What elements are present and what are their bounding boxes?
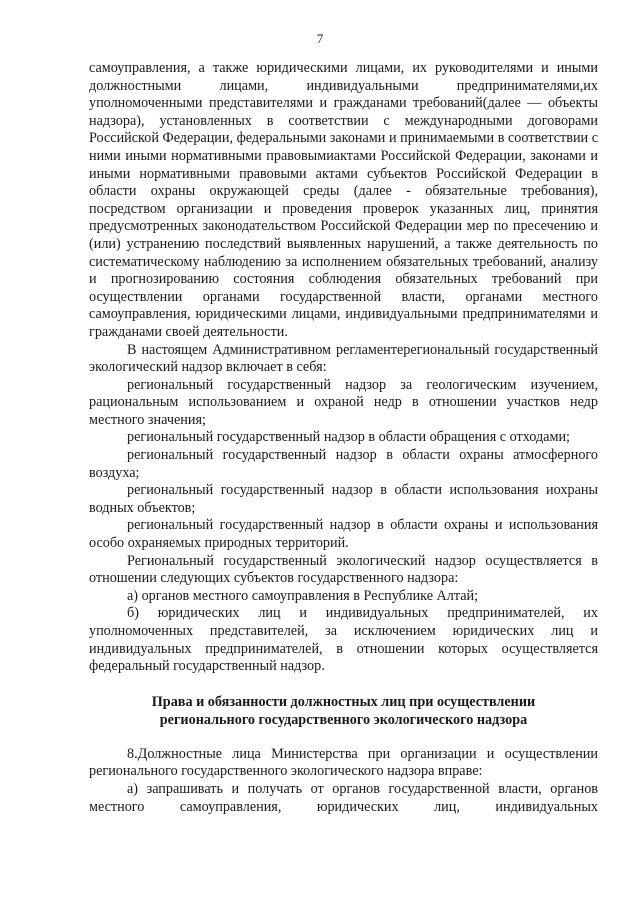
subject-item-a: а) органов местного самоуправления в Республике Алтай; [127,587,479,604]
section-heading-line-1: Права и обязанности должностных лиц при осуществлении [151,693,536,710]
list-item-subsoil: региональный государственный надзор за геологическим изучением, рациональным использованием и охраной недр в отношении участков недр местного значения; [89,376,598,428]
paragraph-includes: В настоящем Административном регламентерегиональный государственный экологический надзор включает в себя: [89,341,598,376]
spacer [89,729,598,746]
paragraph-rights-intro: 8.Должностные лица Министерства при организации и осуществлении регионального государственного экологического надзора вправе: [89,745,598,780]
list-item-air: региональный государственный надзор в области охраны атмосферного воздуха; [89,447,598,481]
paragraph-right-a: а) запрашивать и получать от органов государственной власти, органов местного самоуправления, юридических лиц, индивидуальных [89,780,598,815]
list-item-territories: региональный государственный надзор в области охраны и использования особо охраняемых природных территорий. [89,517,598,552]
spacer [89,676,598,693]
page-number: 7 [316,31,324,46]
list-item-water: региональный государственный надзор в области использования иохраны водных объектов; [89,482,598,516]
paragraph-subjects: Региональный государственный экологический надзор осуществляется в отношении следующих субъектов государственного надзора: [89,552,598,587]
list-item-waste: региональный государственный надзор в области обращения с отходами; [127,429,570,446]
section-heading-line-2: регионального государственного экологического надзора [159,711,528,728]
subject-item-b: б) юридических лиц и индивидуальных предпринимателей, их уполномоченных представителей, за исключением юридических лиц и индивидуальных предпринимателей, в отношении которых осуществляется федеральный государственный надзор. [89,605,598,675]
paragraph-intro: самоуправления, а также юридическими лицами, их руководителями и иными должностными лицами, индивидуальными предпринимателями,их уполномоченными представителями и гражданами требований(далее — объекты надзора), установленных в соответствии с международными договорами Российской Федерации, федеральными законами и принимаемыми в соответствии с ними иными нормативными правовымиактами Российской Федерации, законами и иными нормативными правовыми актами субъектов Российской Федерации в области охраны окружающей среды (далее - обязательные требования), посредством организации и проведения проверок указанных лиц, принятия предусмотренных законодательством Российской Федерации мер по пресечению и (или) устранению последствий выявленных нарушений, а также деятельность по систематическому наблюдению за исполнением обязательных требований, анализу и прогнозированию состояния соблюдения обязательных требований при осуществлении органами государственной власти, органами местного самоуправления, юридическими лицами, индивидуальными предпринимателями и гражданами своей деятельности. [89,60,598,340]
document-body [89,60,598,816]
